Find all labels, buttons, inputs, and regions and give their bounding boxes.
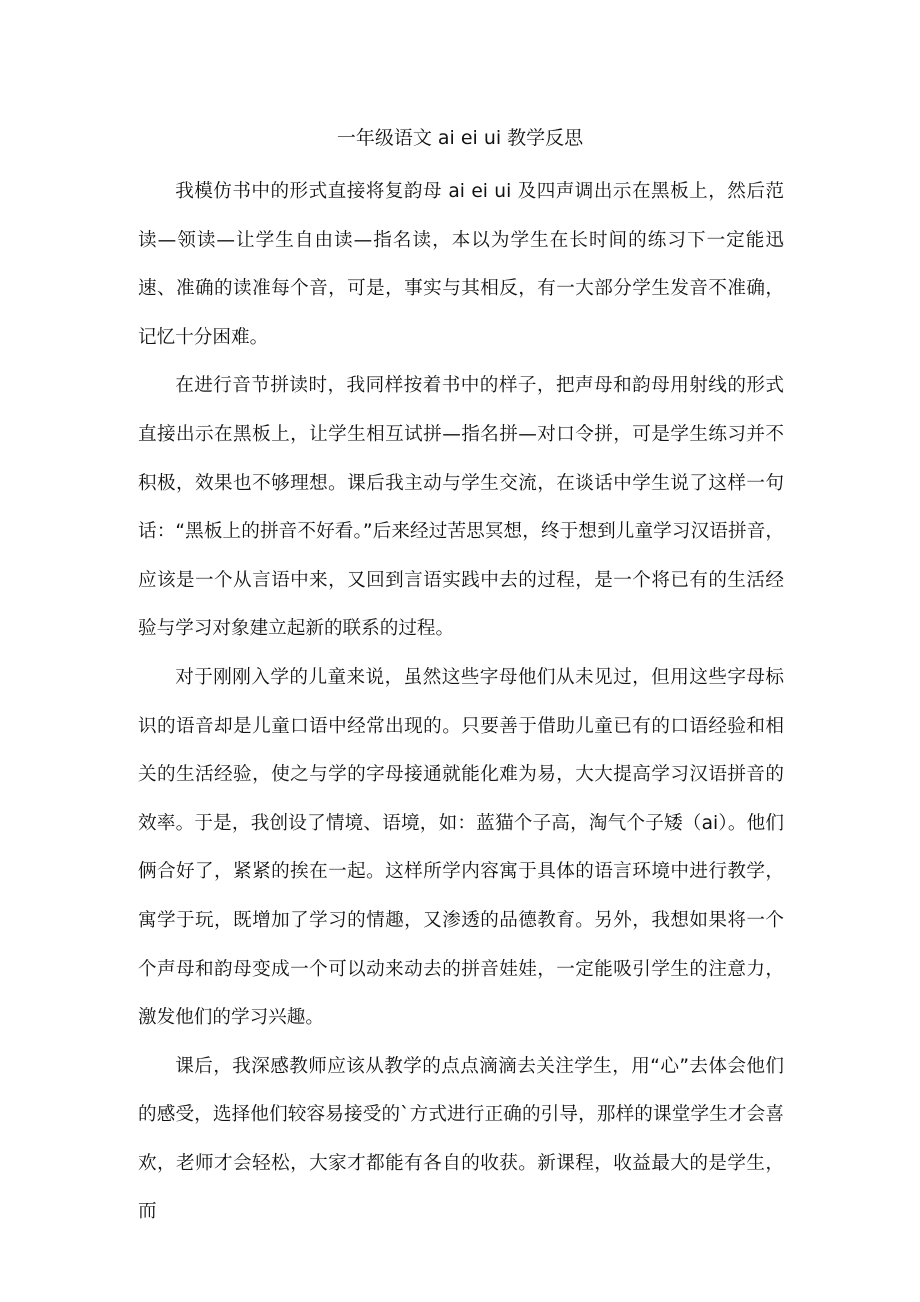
paragraph-1: 我模仿书中的形式直接将复韵母 ai ei ui 及四声调出示在黑板上，然后范读—领读—让学生自由读—指名读，本以为学生在长时间的练习下一定能迅速、准确的读准每个音，可是，事实与其相反，有一大部分学生发音不准确，记忆十分困难。 [138,181,784,348]
document-body [138,168,784,1237]
paragraph-2: 在进行音节拼读时，我同样按着书中的样子，把声母和韵母用射线的形式直接出示在黑板上，让学生相互试拼—指名拼—对口令拼，可是学生练习并不积极，效果也不够理想。课后我主动与学生交流，在谈话中学生说了这样一句话：“黑板上的拼音不好看。”后来经过苦思冥想，终于想到儿童学习汉语拼音，应该是一个从言语中来，又回到言语实践中去的过程，是一个将已有的生活经验与学习对象建立起新的联系的过程。 [138,375,784,640]
document-title: 一年级语文 ai ei ui 教学反思 [336,127,584,149]
paragraph-4: 课后，我深感教师应该从教学的点点滴滴去关注学生，用“心”去体会他们的感受，选择他们较容易接受的`方式进行正确的引导，那样的课堂学生才会喜欢，老师才会轻松，大家才都能有各自的收获。新课程，收益最大的是学生，而 [138,1055,784,1223]
paragraph-3: 对于刚刚入学的儿童来说，虽然这些字母他们从未见过，但用这些字母标识的语音却是儿童口语中经常出现的。只要善于借助儿童已有的口语经验和相关的生活经验，使之与学的字母接通就能化难为易，大大提高学习汉语拼音的效率。于是，我创设了情境、语境，如：蓝猫个子高，淘气个子矮（ai）。他们俩合好了，紧紧的挨在一起。这样所学内容寓于具体的语言环境中进行教学，寓学于玩，既增加了学习的情趣，又渗透的品德教育。另外，我想如果将一个个声母和韵母变成一个可以动来动去的拼音娃娃，一定能吸引学生的注意力，激发他们的学习兴趣。 [138,666,784,1029]
